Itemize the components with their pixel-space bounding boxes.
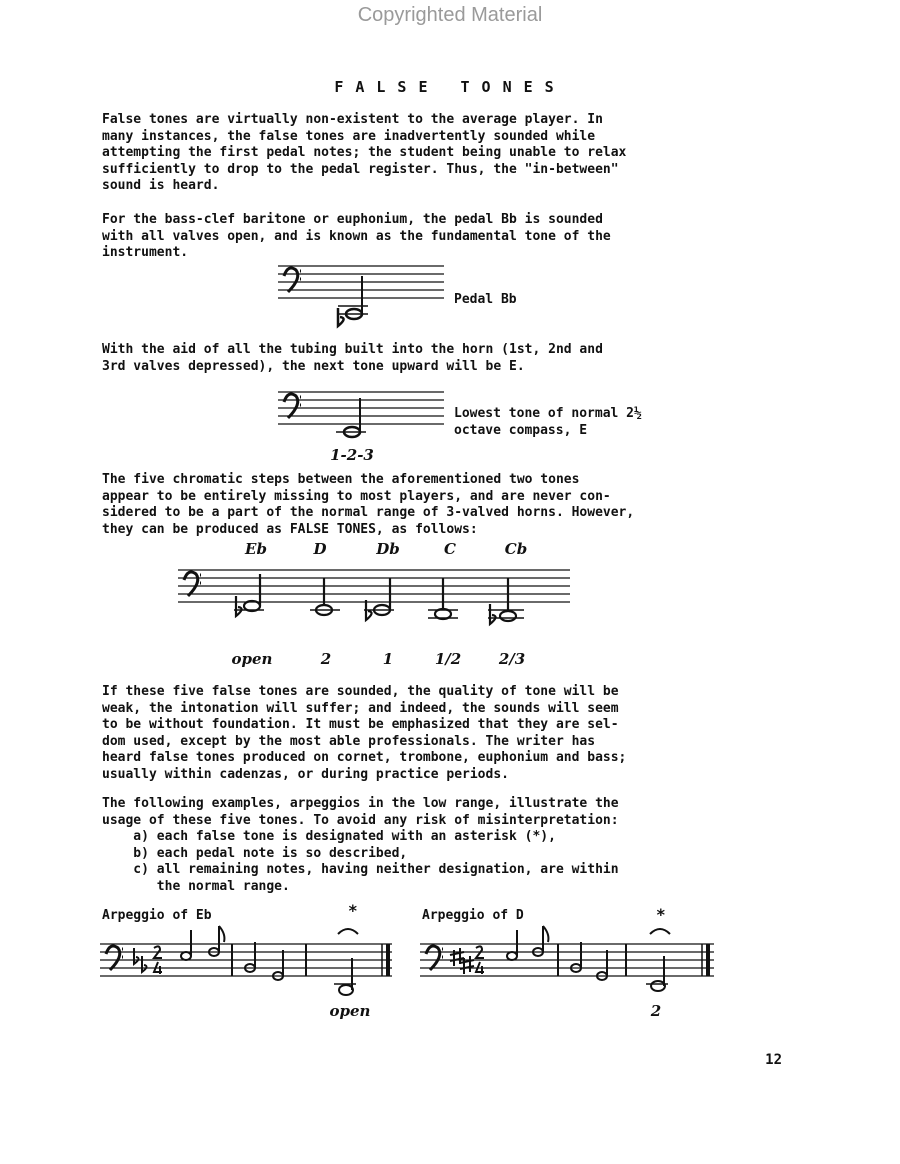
arpeggio-d-staff — [420, 940, 720, 1000]
paragraph-chromatic: The five chromatic steps between the aforementioned two tones appear to be entirely missing to most players, and are never con- sidered to be a part of the normal range of 3-valved horns. However, they can be produced as FALSE TONES, as follows: — [102, 472, 635, 537]
fermata-icon — [338, 929, 358, 934]
paragraph-lowest-e: With the aid of all the tubing built into the horn (1st, 2nd and 3rd valves depressed), the next tone upward will be E. — [102, 342, 603, 374]
false-tone-fingering-d: 2 — [320, 650, 332, 668]
copyright-watermark: Copyrighted Material — [357, 4, 543, 26]
lowest-e-staff — [278, 388, 448, 444]
false-tone-name-db: Db — [376, 540, 400, 558]
arpeggio-eb-title: Arpeggio of Eb — [102, 908, 212, 923]
false-tones-staff — [178, 566, 574, 638]
arpeggio-d-title: Arpeggio of D — [422, 908, 524, 923]
fermata-icon — [650, 929, 670, 934]
pedal-bb-staff — [278, 262, 448, 342]
page-title: FALSE TONES — [334, 78, 566, 96]
arpeggio-d-fingering: 2 — [650, 1002, 662, 1020]
arpeggio-d-asterisk: * — [656, 905, 666, 924]
false-tone-fingering-eb: open — [231, 650, 273, 668]
paragraph-intro: False tones are virtually non-existent to the average player. In many instances, the false tones are inadvertently sounded while attempting the first pedal notes; the student being unable to relax sufficiently to drop to the pedal register. Thus, the "in-between" sound is heard. — [102, 112, 627, 193]
false-tone-fingering-c: 1/2 — [434, 650, 462, 668]
flat-icon — [338, 308, 344, 326]
false-tone-name-cb: Cb — [504, 540, 528, 558]
false-tone-name-eb: Eb — [245, 540, 267, 558]
false-tone-note-cb — [500, 611, 516, 621]
pedal-bb-label: Pedal Bb — [454, 292, 517, 307]
bass-clef-icon — [184, 572, 201, 596]
arpeggio-eb-staff — [100, 940, 400, 1000]
false-tone-fingering-db: 1 — [382, 650, 394, 668]
false-tone-fingering-cb: 2/3 — [498, 650, 526, 668]
bass-clef-icon — [426, 946, 443, 970]
flat-icon — [236, 596, 242, 616]
bass-clef-icon — [106, 946, 123, 970]
lowest-e-label: Lowest tone of normal 2½ octave compass, E — [454, 406, 642, 438]
paragraph-pedal-bb: For the bass-clef baritone or euphonium, the pedal Bb is sounded with all valves open, and is known as the fundamental tone of the instrument. — [102, 212, 611, 260]
page-number: 12 — [765, 1052, 782, 1068]
bass-clef-icon — [284, 268, 301, 292]
lowest-e-fingering: 1-2-3 — [330, 446, 374, 464]
flat-icon — [490, 604, 496, 624]
paragraph-quality: If these five false tones are sounded, the quality of tone will be weak, the intonation will suffer; and indeed, the sounds will seem to be without foundation. It must be emphasized that they are sel- dom used, except by the most able professionals. The writer has heard false tones produced on cornet, trombone, euphonium and bass; usually within cadenzas, or during practice periods. — [102, 684, 627, 782]
arpeggio-eb-asterisk: * — [348, 901, 358, 920]
false-tone-name-c: C — [444, 540, 456, 558]
bass-clef-icon — [284, 394, 301, 418]
arpeggio-eb-fingering: open — [329, 1002, 371, 1020]
paragraph-examples: The following examples, arpeggios in the low range, illustrate the usage of these five tones. To avoid any risk of misinterpretation: a) each false tone is designated with an asterisk (*), b) each pedal note is so described, c) all remaining notes, having neither designation, are within the normal range. — [102, 796, 619, 894]
false-tone-name-d: D — [313, 540, 327, 558]
